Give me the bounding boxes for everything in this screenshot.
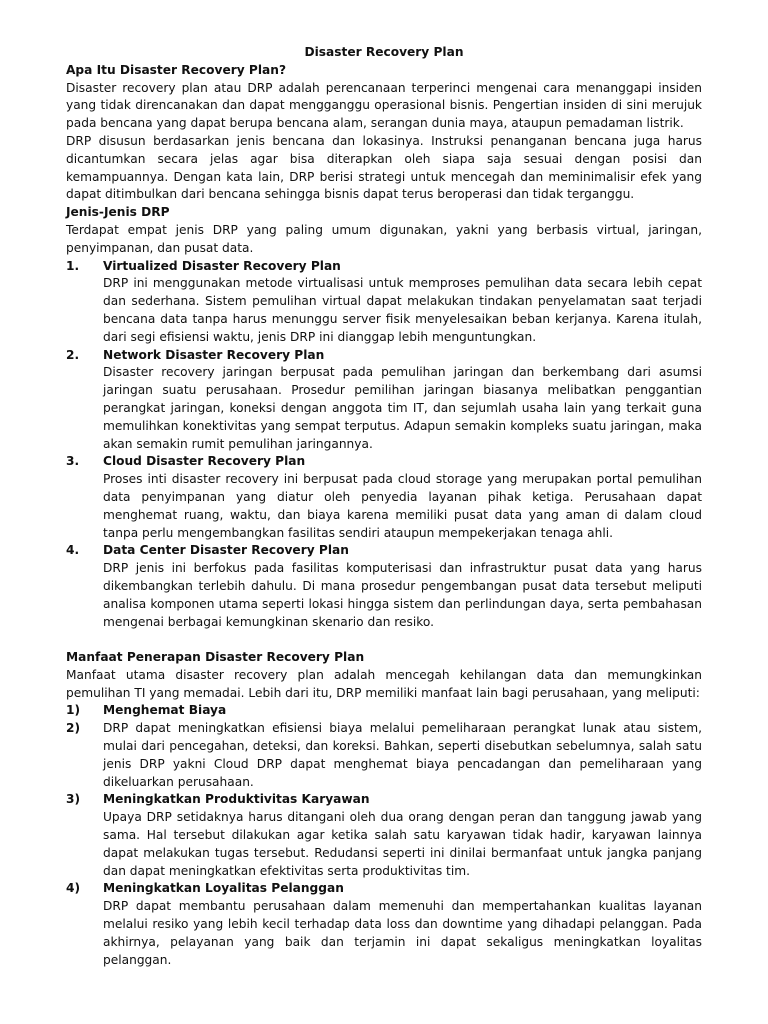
list-item (66, 453, 702, 542)
list-item (66, 880, 702, 969)
list-number: 4. (66, 543, 80, 558)
list-number: 2) (66, 721, 81, 736)
types-list (66, 258, 702, 632)
list-item-title: Data Center Disaster Recovery Plan (103, 543, 349, 558)
list-item-text: DRP jenis ini berfokus pada fasilitas komputerisasi dan infrastruktur pusat data yang harus dikembangkan terlebih dahulu. Di mana prosedur pengembangan pusat data tersebut meliputi analisa komponen utama seperti lokasi hingga sistem dan perlindungan daya, serta pembahasan mengenai berbagai kemungkinan skenario dan resiko. (103, 561, 702, 629)
benefits-list (66, 702, 702, 969)
list-item-text: Proses inti disaster recovery ini berpusat pada cloud storage yang merupakan portal pemulihan data penyimpanan yang diatur oleh penyedia layanan pihak ketiga. Perusahaan dapat menghemat ruang, waktu, dan biaya karena memiliki pusat data yang aman di dalam cloud tanpa perlu mengembangkan fasilitas sendiri ataupun mempekerjakan tenaga ahli. (103, 472, 702, 540)
list-number: 1. (66, 258, 80, 273)
section-heading-types: Jenis-Jenis DRP (66, 205, 170, 220)
section-heading-benefits: Manfaat Penerapan Disaster Recovery Plan (66, 650, 365, 665)
section-heading-definition: Apa Itu Disaster Recovery Plan? (66, 62, 287, 77)
list-number: 3) (66, 792, 81, 807)
list-item-text: DRP ini menggunakan metode virtualisasi untuk memproses pemulihan data secara lebih cepat dan sederhana. Sistem pemulihan virtual dapat melakukan tindakan penyelamatan saat terjadi bencana data tanpa harus menunggu server fisik menyelesaikan beban kerjanya. Karena itulah, dari segi efisiensi waktu, jenis DRP ini dianggap lebih menguntungkan. (103, 276, 702, 344)
list-item-text: DRP dapat membantu perusahaan dalam memenuhi dan mempertahankan kualitas layanan melalui resiko yang lebih kecil terhadap data loss dan downtime yang dihadapi pelanggan. Pada akhirnya, pelayanan yang baik dan terjamin ini dapat sekaligus meningkatkan loyalitas pelanggan. (103, 899, 702, 967)
paragraph-definition-2: DRP disusun berdasarkan jenis bencana dan lokasinya. Instruksi penanganan bencana juga harus dicantumkan secara jelas agar bisa diterapkan oleh siapa saja sesuai dengan posisi dan kemampuannya. Dengan kata lain, DRP berisi strategi untuk mencegah dan meminimalisir efek yang dapat ditimbulkan dari bencana sehingga bisnis dapat terus beroperasi dan tidak terganggu. (66, 133, 702, 202)
list-item-text: Disaster recovery jaringan berpusat pada pemulihan jaringan dan berkembang dari asumsi jaringan suatu perusahaan. Prosedur pemilihan jaringan biasanya melibatkan penggantian perangkat jaringan, koneksi dengan anggota tim IT, dan sejumlah usaha lain yang terkait guna memulihkan konektivitas yang sempat terputus. Adapun semakin kompleks suatu jaringan, maka akan semakin rumit pemulihan jaringannya. (103, 365, 702, 451)
paragraph-definition-1: Disaster recovery plan atau DRP adalah perencanaan terperinci mengenai cara menanggapi insiden yang tidak direncanakan dan dapat mengganggu operasional bisnis. Pengertian insiden di sini merujuk pada bencana yang dapat berupa bencana alam, serangan dunia maya, ataupun pemadaman listrik. (66, 80, 702, 131)
list-item-body (103, 347, 702, 454)
list-item-title: Meningkatkan Loyalitas Pelanggan (103, 881, 344, 896)
list-item-title: Virtualized Disaster Recovery Plan (103, 258, 341, 273)
list-item-body (103, 542, 702, 631)
list-item-title: Network Disaster Recovery Plan (103, 347, 325, 362)
list-item (66, 542, 702, 631)
list-item-body (103, 880, 702, 969)
list-item (66, 347, 702, 454)
list-item-body (103, 791, 702, 880)
list-number: 1) (66, 703, 81, 718)
list-item (66, 702, 702, 720)
document-title: Disaster Recovery Plan (304, 45, 464, 59)
list-item-text: DRP dapat meningkatkan efisiensi biaya melalui pemeliharaan perangkat lunak atau sistem, mulai dari pencegahan, deteksi, dan koreksi. Bahkan, seperti disebutkan sebelumnya, salah satu jenis DRP yakni Cloud DRP dapat menghemat biaya pencadangan dan pemeliharaan yang dikeluarkan perusahaan. (103, 721, 702, 789)
paragraph-types-intro: Terdapat empat jenis DRP yang paling umum digunakan, yakni yang berbasis virtual, jaringan, penyimpanan, dan pusat data. (66, 222, 702, 255)
list-item-body (103, 258, 702, 347)
blank-line (66, 631, 702, 649)
list-item (66, 258, 702, 347)
list-item-text: Upaya DRP setidaknya harus ditangani oleh dua orang dengan peran dan tanggung jawab yang sama. Hal tersebut dilakukan agar ketika salah satu karyawan tidak hadir, karyawan lainnya dapat melakukan tugas tersebut. Redudansi seperti ini dinilai bermanfaat untuk jangka panjang dan dapat meningkatkan efektivitas serta produktivitas tim. (103, 810, 702, 878)
list-item-title: Menghemat Biaya (103, 703, 227, 718)
list-item-body (103, 720, 702, 791)
list-item-title: Cloud Disaster Recovery Plan (103, 454, 306, 469)
list-item-body (103, 453, 702, 542)
list-item-title: Meningkatkan Produktivitas Karyawan (103, 792, 370, 807)
list-item (66, 791, 702, 880)
list-item-body (103, 702, 702, 720)
list-item (66, 720, 702, 791)
list-number: 4) (66, 881, 81, 896)
paragraph-benefits-intro: Manfaat utama disaster recovery plan adalah mencegah kehilangan data dan memungkinkan pemulihan TI yang memadai. Lebih dari itu, DRP memiliki manfaat lain bagi perusahaan, yang meliputi: (66, 667, 702, 700)
list-number: 2. (66, 347, 80, 362)
list-number: 3. (66, 454, 80, 469)
